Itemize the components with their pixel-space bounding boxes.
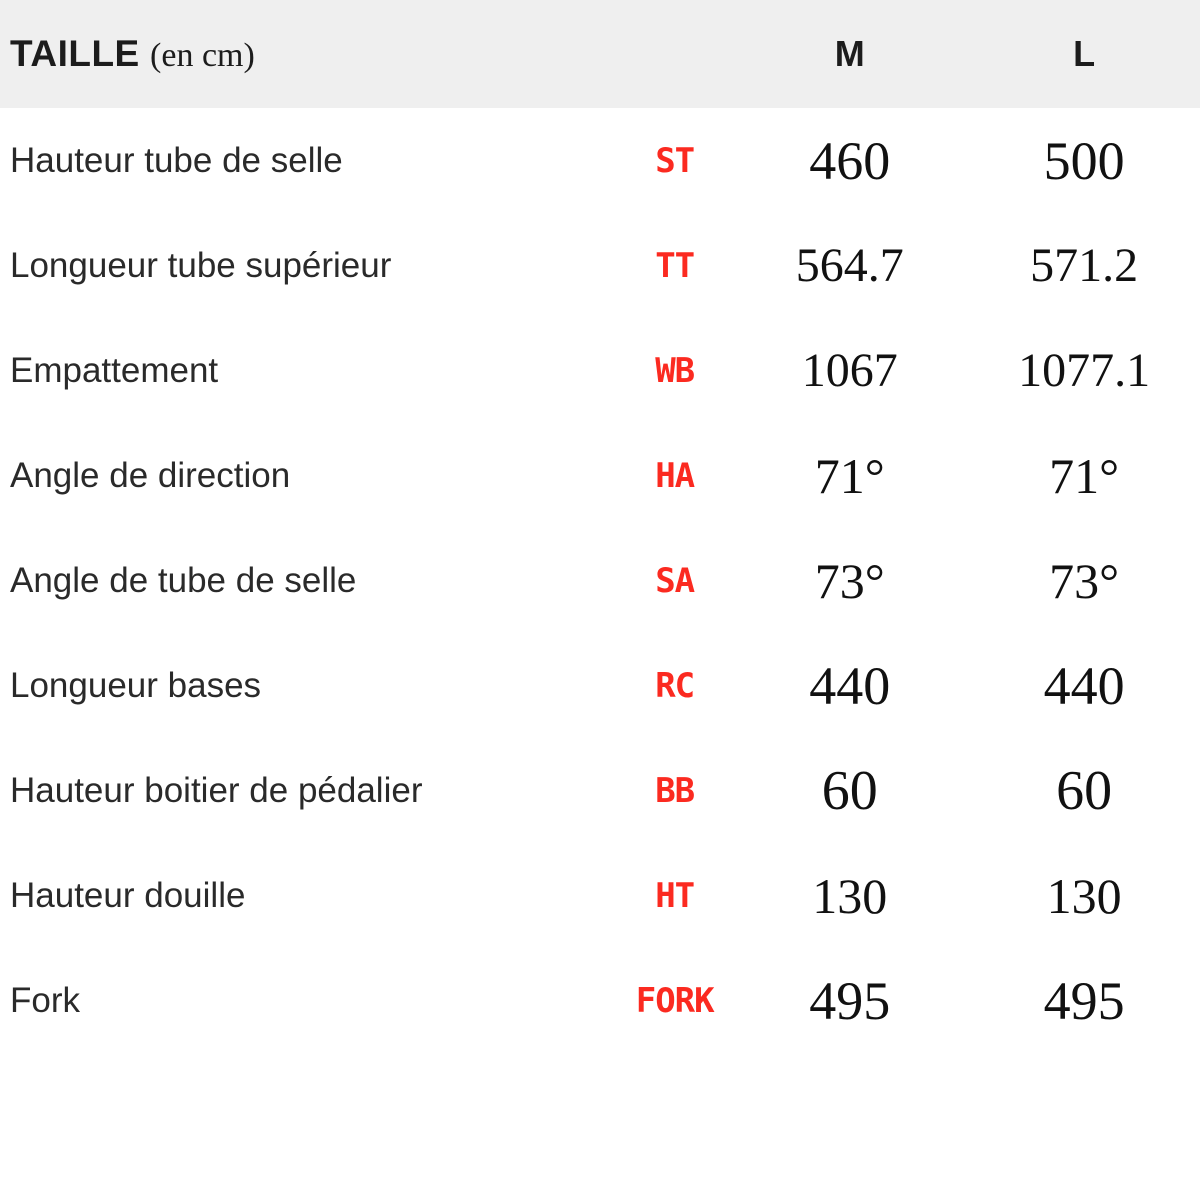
- row-value-m: 60: [821, 759, 878, 822]
- table-row: [0, 948, 1200, 1053]
- row-code: BB: [655, 770, 695, 811]
- row-value-m: 130: [812, 867, 888, 924]
- header-size-m: M: [834, 33, 865, 74]
- row-value-l: 71°: [1049, 447, 1120, 504]
- row-value-l: 73°: [1049, 552, 1120, 609]
- row-value-l: 495: [1043, 970, 1125, 1031]
- table-row: [0, 213, 1200, 318]
- row-code: FORK: [635, 980, 714, 1021]
- table-row: [0, 108, 1200, 213]
- table-body: [0, 108, 1200, 1053]
- row-value-m: 495: [809, 970, 891, 1031]
- row-value-l: 500: [1043, 130, 1125, 191]
- row-code: WB: [655, 350, 695, 391]
- row-label: Hauteur douille: [10, 875, 246, 915]
- table-row: [0, 738, 1200, 843]
- row-value-l: 60: [1056, 759, 1113, 822]
- row-value-l: 571.2: [1030, 239, 1139, 292]
- row-label: Empattement: [10, 350, 219, 390]
- table-row: [0, 528, 1200, 633]
- row-label: Longueur tube supérieur: [10, 245, 392, 285]
- header-title-strong: TAILLE: [10, 33, 140, 74]
- row-value-m: 440: [809, 655, 891, 716]
- table-header: [0, 0, 1200, 108]
- row-value-m: 73°: [814, 552, 885, 609]
- row-value-l: 440: [1043, 655, 1125, 716]
- row-code: RC: [655, 665, 695, 706]
- table-row: [0, 843, 1200, 948]
- row-code: SA: [655, 560, 695, 601]
- row-label: Angle de tube de selle: [10, 560, 357, 600]
- table-row: [0, 633, 1200, 738]
- table-row: [0, 423, 1200, 528]
- header-title: [0, 0, 731, 108]
- row-value-m: 460: [809, 130, 891, 191]
- header-title-unit: (en cm): [150, 37, 255, 74]
- row-code: HA: [655, 455, 695, 496]
- row-value-m: 1067: [801, 344, 898, 397]
- row-value-l: 130: [1046, 867, 1122, 924]
- row-code: ST: [655, 140, 695, 181]
- row-code: HT: [655, 875, 695, 916]
- row-label: Angle de direction: [10, 455, 291, 495]
- row-value-m: 71°: [814, 447, 885, 504]
- header-row: [0, 0, 1200, 108]
- header-size-l: L: [1073, 33, 1096, 74]
- row-label: Hauteur tube de selle: [10, 140, 343, 180]
- row-label: Fork: [10, 980, 80, 1020]
- row-label: Longueur bases: [10, 665, 262, 705]
- row-code: TT: [655, 245, 695, 286]
- table-row: [0, 318, 1200, 423]
- row-label: Hauteur boitier de pédalier: [10, 770, 423, 810]
- row-value-m: 564.7: [795, 239, 904, 292]
- row-value-l: 1077.1: [1018, 344, 1151, 397]
